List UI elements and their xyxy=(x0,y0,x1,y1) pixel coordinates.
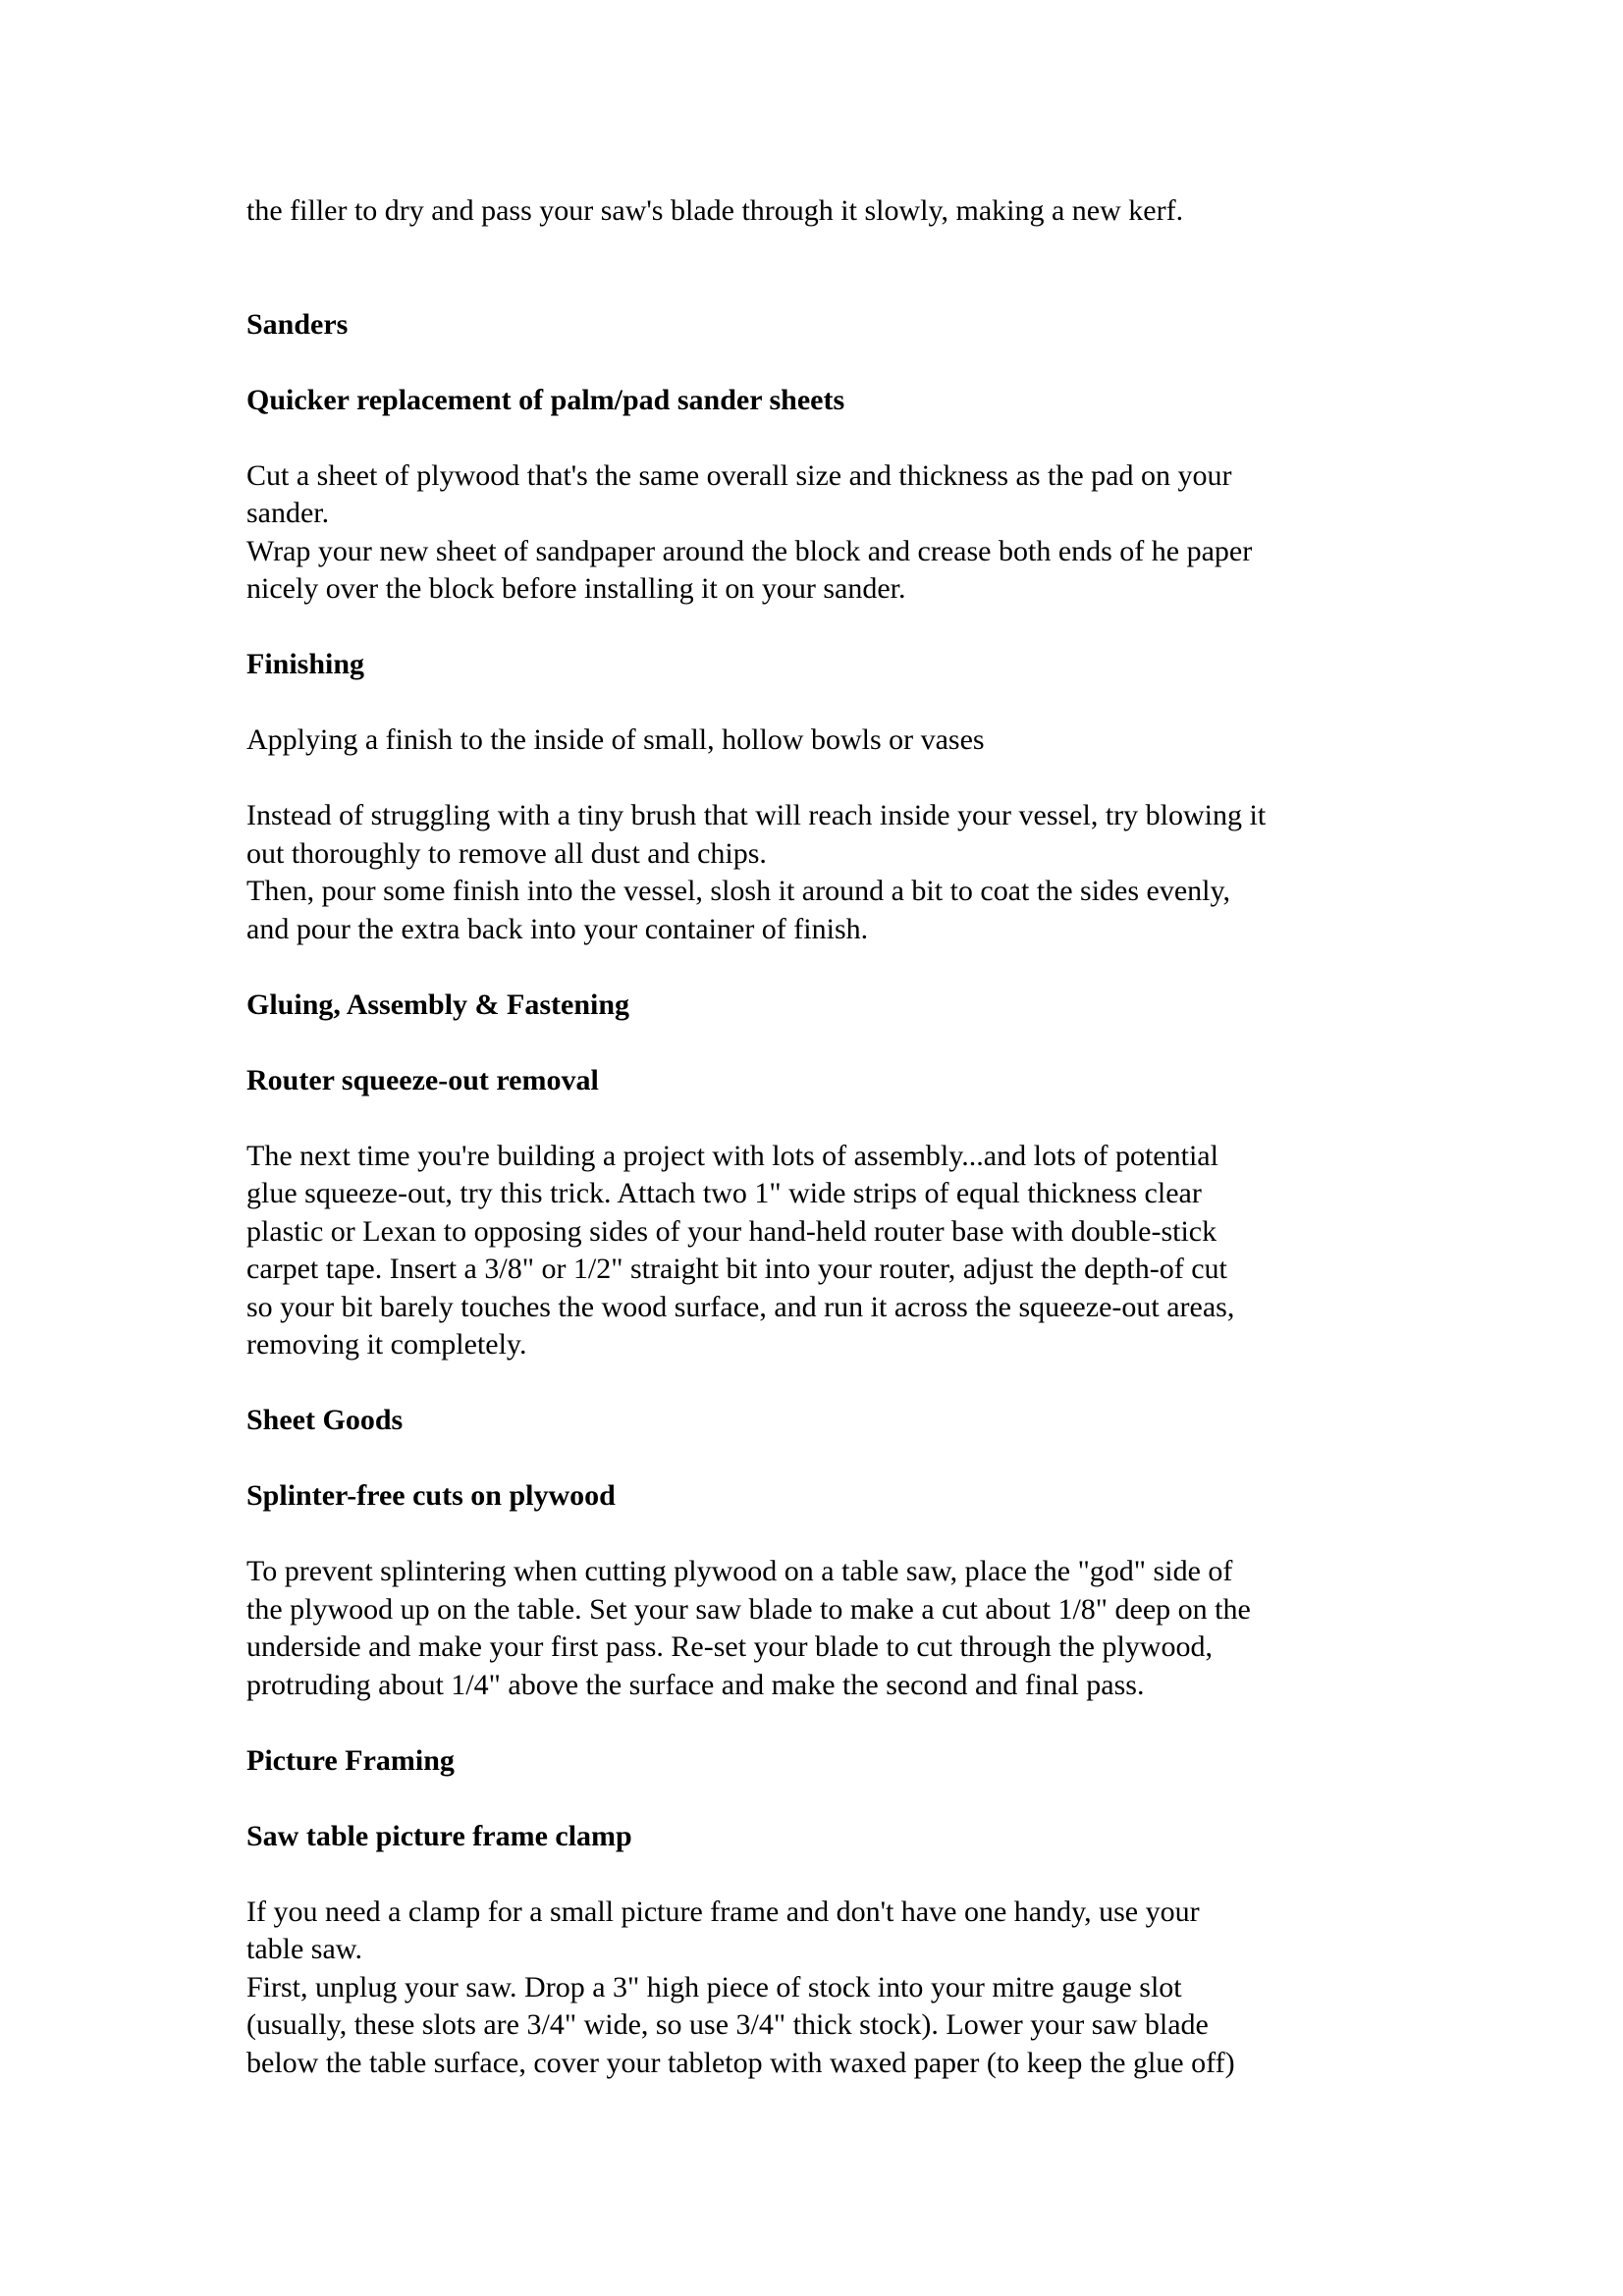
tip-body xyxy=(246,457,1405,609)
paragraph-line: Wrap your new sheet of sandpaper around the block and crease both ends of he paper xyxy=(246,534,1253,567)
paragraph-line: and pour the extra back into your container of finish. xyxy=(246,912,869,945)
paragraph-line: Then, pour some finish into the vessel, slosh it around a bit to coat the sides evenly, xyxy=(246,875,1231,907)
paragraph-line: sander. xyxy=(246,497,330,529)
paragraph-line: the plywood up on the table. Set your saw blade to make a cut about 1/8" deep on the xyxy=(246,1592,1251,1626)
paragraph-line: To prevent splintering when cutting plywood on a table saw, place the "god" side of xyxy=(246,1555,1233,1587)
section-heading-gluing: Gluing, Assembly & Fastening xyxy=(246,988,630,1021)
tip-body xyxy=(246,1138,1405,1364)
section-heading-sheet-goods: Sheet Goods xyxy=(246,1404,404,1436)
paragraph-line: Instead of struggling with a tiny brush that will reach inside your vessel, try blowing it xyxy=(246,799,1267,831)
paragraph-line: glue squeeze-out, try this trick. Attach two 1" wide strips of equal thickness clear xyxy=(246,1177,1202,1209)
paragraph-line: so your bit barely touches the wood surface, and run it across the squeeze-out areas, xyxy=(246,1290,1235,1323)
tip-title: Applying a finish to the inside of small, hollow bowls or vases xyxy=(246,723,985,756)
paragraph-line: the filler to dry and pass your saw's blade through it slowly, making a new kerf. xyxy=(246,194,1184,227)
document-page xyxy=(246,192,1405,2082)
paragraph-line: plastic or Lexan to opposing sides of your hand-held router base with double-stick xyxy=(246,1214,1217,1248)
section-heading-picture-framing: Picture Framing xyxy=(246,1743,455,1777)
paragraph-line: (usually, these slots are 3/4" wide, so use 3/4" thick stock). Lower your saw blade xyxy=(246,2008,1209,2041)
paragraph-line: If you need a clamp for a small picture frame and don't have one handy, use your xyxy=(246,1895,1200,1928)
paragraph-line: removing it completely. xyxy=(246,1328,527,1361)
paragraph-line: protruding about 1/4" above the surface and make the second and final pass. xyxy=(246,1668,1145,1701)
paragraph-line: table saw. xyxy=(246,1933,363,1965)
tip-title: Saw table picture frame clamp xyxy=(246,1819,632,1852)
tip-title: Quicker replacement of palm/pad sander sheets xyxy=(246,383,845,416)
paragraph-line: First, unplug your saw. Drop a 3" high piece of stock into your mitre gauge slot xyxy=(246,1970,1182,2003)
intro-paragraph xyxy=(246,192,1405,231)
tip-title: Router squeeze-out removal xyxy=(246,1063,599,1096)
paragraph-line: carpet tape. Insert a 3/8" or 1/2" straight bit into your router, adjust the depth-of cut xyxy=(246,1253,1227,1285)
section-heading-finishing: Finishing xyxy=(246,648,365,680)
paragraph-line: below the table surface, cover your tabletop with waxed paper (to keep the glue off) xyxy=(246,2046,1235,2079)
tip-body xyxy=(246,1553,1405,1704)
paragraph-line: The next time you're building a project with lots of assembly...and lots of potential xyxy=(246,1139,1218,1172)
paragraph-line: underside and make your first pass. Re-set your blade to cut through the plywood, xyxy=(246,1630,1213,1663)
paragraph-line: Cut a sheet of plywood that's the same overall size and thickness as the pad on your xyxy=(246,458,1232,492)
tip-body xyxy=(246,1894,1405,2083)
paragraph-line: out thoroughly to remove all dust and chips. xyxy=(246,836,767,870)
tip-body xyxy=(246,797,1405,948)
section-heading-sanders: Sanders xyxy=(246,307,349,341)
paragraph-line: nicely over the block before installing it on your sander. xyxy=(246,572,906,605)
tip-title: Splinter-free cuts on plywood xyxy=(246,1479,616,1512)
